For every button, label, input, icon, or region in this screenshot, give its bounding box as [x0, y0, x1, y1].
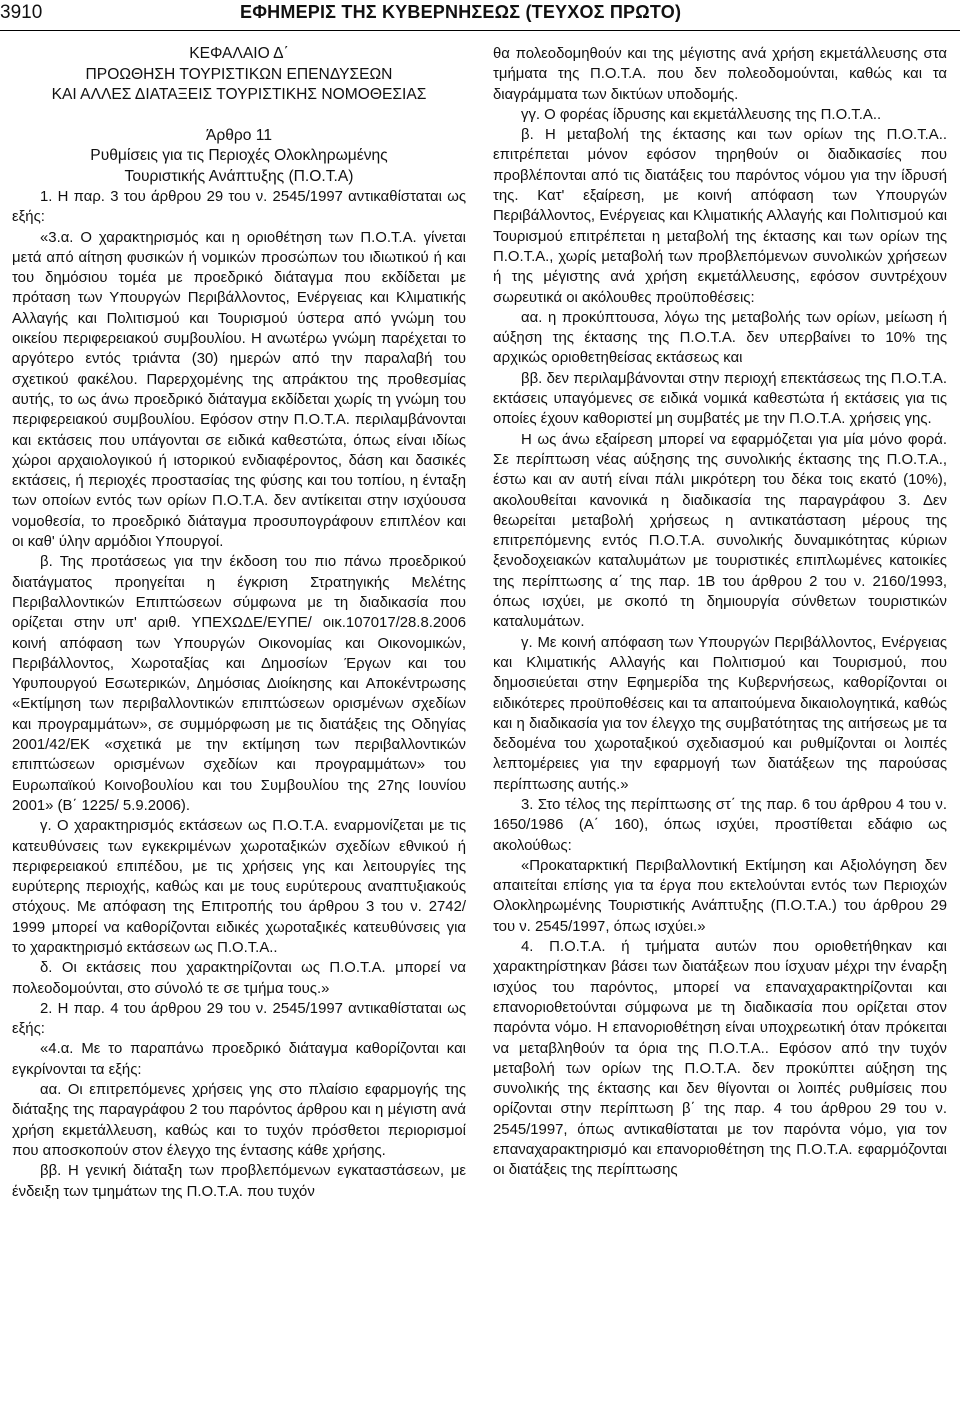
paragraph: ββ. δεν περιλαμβάνονται στην περιοχή επεκτάσεως της Π.Ο.Τ.Α. εκτάσεις υπαγόμενες σε ειδικά νομικά καθεστώτα ή εκτάσεις για τις οποίες έχουν καθοριστεί μη συμβατές με την Π.Ο.Τ.Α. χρήσεις γης. [493, 370, 947, 428]
paragraph: β. Της προτάσεως για την έκδοση του πιο πάνω προεδρικού διατάγματος προηγείται η έγκριση Στρατηγικής Μελέτης Περιβαλλοντικών Επιπτώσεων σύμφωνα με τη διαδικασία που ορίζεται στην υπ' αριθ. ΥΠΕΧΩΔΕ/ΕΥΠΕ/ οικ.107017/28.8.2006 κοινή απόφαση των Υπουργών Οικονομίας και Οικονομικών, Περιβάλλοντος, Χωροταξίας και Δημοσίων Έργων και του Υφυπουργού Εσωτερικών, Δημόσιας Διοίκησης και Αποκέντρωσης «Εκτίμηση των περιβαλλοντικών επιπτώσεων ορισμένων σχεδίων και προγραμμάτων», σε συμμόρφωση με τις διατάξεις της Οδηγίας 2001/42/ΕΚ «σχετικά με την εκτίμηση των περιβαλλοντικών επιπτώσεων ορισμένων σχεδίων και προγραμμάτων» του Ευρωπαϊκού Κοινοβουλίου και του Συμβουλίου της 27ης Ιουνίου 2001» (Β΄ 1225/ 5.9.2006). [12, 554, 466, 814]
paragraph: 2. Η παρ. 4 του άρθρου 29 του ν. 2545/1997 αντικαθίσταται ως εξής: [12, 1000, 466, 1038]
paragraph: αα. Οι επιτρεπόμενες χρήσεις γης στο πλαίσιο εφαρμογής της διάταξης της παραγράφου 2 του παρόντος άρθρου και η μέγιστη ανά χρήση εκμετάλλευση, καθώς και το τυχόν πρόσθετοι περιορισμοί που αποσκοπούν στον έλεγχο της έντασης κάθε χρήσης. [12, 1082, 466, 1159]
paragraph: γ. Με κοινή απόφαση των Υπουργών Περιβάλλοντος, Ενέργειας και Κλιματικής Αλλαγής και Πολιτισμού και Τουρισμού, που δημοσιεύεται στην Εφημερίδα της Κυβερνήσεως, καθορίζονται οι ειδικότερες προϋποθέσεις και τα απαιτούμενα δικαιολογητικά, καθώς και η διαδικασία για τον έλεγχο της συμβατότητας της αιτήσεως με τα δεδομένα του χωροταξικού σχεδιασμού και ρυθμίζονται οι λοιπές λεπτομέρειες για την εφαρμογή των διατάξεων της παρούσας περίπτωσης αυτής.» [493, 634, 947, 793]
paragraph: β. Η μεταβολή της έκτασης και των ορίων της Π.Ο.Τ.Α.. επιτρέπεται μόνον εφόσον τηρηθούν οι διαδικασίες που προβλέπονται από τις διατάξεις του παρόντος νόμου για την ίδρυσή της. Κατ' εξαίρεση, με κοινή απόφαση των Υπουργών Περιβάλλοντος, Ενέργειας και Κλιματικής Αλλαγής και Πολιτισμού και Τουρισμού επιτρέπεται η μεταβολή της έκτασης και των ορίων της Π.Ο.Τ.Α., χωρίς μεταβολή των προβλεπόμενων συνολικών χρήσεων ή της μέγιστης ανά χρήση εκμετάλλευσης, εφόσον συντρέχουν σωρευτικά οι ακόλουθες προϋποθέσεις: [493, 127, 947, 306]
gazette-title: ΕΦΗΜΕΡΙΣ ΤΗΣ ΚΥΒΕΡΝΗΣΕΩΣ (ΤΕΥΧΟΣ ΠΡΩΤΟ) [240, 2, 682, 22]
article-number: Άρθρο 11 [205, 126, 272, 144]
page-header [0, 0, 960, 30]
chapter-subtitle-line-2: ΚΑΙ ΑΛΛΕΣ ΔΙΑΤΑΞΕΙΣ ΤΟΥΡΙΣΤΙΚΗΣ ΝΟΜΟΘΕΣΙΑΣ [51, 86, 427, 103]
heading-spacer [12, 106, 466, 126]
paragraph: αα. η προκύπτουσα, λόγω της μεταβολής των ορίων, μείωση ή αύξηση της έκτασης της Π.Ο.Τ.Α. δεν υπερβαίνει το 10% της αρχικώς οριοθετηθείσας εκτάσεως και [493, 309, 947, 367]
chapter-subtitle-line-1: ΠΡΟΩΘΗΣΗ ΤΟΥΡΙΣΤΙΚΩΝ ΕΠΕΝΔΥΣΕΩΝ [85, 65, 393, 83]
paragraph: 1. Η παρ. 3 του άρθρου 29 του ν. 2545/1997 αντικαθίσταται ως εξής: [12, 189, 466, 226]
paragraph: ββ. Η γενική διάταξη των προβλεπόμενων εγκαταστάσεων, με ένδειξη των τμημάτων της Π.Ο.Τ.Α. που τυχόν [12, 1163, 466, 1200]
paragraph: «Προκαταρκτική Περιβαλλοντική Εκτίμηση και Αξιολόγηση δεν απαιτείται επίσης για τα έργα που εκτελούνται εντός των Περιοχών Ολοκληρωμένης Τουριστικής Ανάπτυξης (Π.Ο.Τ.Α.) του άρθρου 29 του ν. 2545/1997, όπως ισχύει.» [493, 857, 947, 935]
chapter-title: ΚΕΦΑΛΑΙΟ Δ΄ [189, 45, 289, 62]
paragraph: 3. Στο τέλος της περίπτωσης στ΄ της παρ. 6 του άρθρου 4 του ν. 1650/1986 (Α΄ 160), όπως ισχύει, προστίθεται εδάφιο ως ακολούθως: [493, 796, 947, 854]
paragraph: 4. Π.Ο.Τ.Α. ή τμήματα αυτών που οριοθετήθηκαν και χαρακτηρίστηκαν βάσει των διατάξεων που ίσχυαν μέχρι την έναρξη ισχύος του παρόντος, μπορεί να επαναχαρακτηρίζονται και επανοριοθετούνται σύμφωνα με τη διαδικασία που ορίζεται στον παρόντα νόμο. Η επανοριοθέτηση είναι υποχρεωτική όταν πρόκειται να μεταβληθούν τα όρια της Π.Ο.Τ.Α.. Εφόσον από την τυχόν μεταβολή των ορίων της Π.Ο.Τ.Α. δεν προκύπτει αύξηση της συνολικής της έκτασης και δεν θίγονται οι λοιπές ρυθμίσεις που ορίζονται στην περίπτωση β΄ της παρ. 4 του άρθρου 29 του ν. 2545/1997, όπως αντικαθίσταται με τον παρόντα νόμο, για τον επαναχαρακτηρισμό και επανοριοθέτηση της Π.Ο.Τ.Α. εφαρμόζονται οι διατάξεις της περίπτωσης [493, 939, 947, 1179]
header-divider [0, 30, 960, 31]
right-column [493, 44, 947, 1419]
article-title-line-1: Ρυθμίσεις για τις Περιοχές Ολοκληρωμένης [90, 147, 388, 164]
paragraph: Η ως άνω εξαίρεση μπορεί να εφαρμόζεται για μία μόνο φορά. Σε περίπτωση νέας αύξησης της συνολικής έκτασης της Π.Ο.Τ.Α., έστω και αν αυτή είναι πάλι μικρότερη του δέκα τοις εκατό (10%), ακολουθείται κανονικά η διαδικασία της παραγράφου 3. Δεν θεωρείται μεταβολή χρήσεως η αντικατάσταση μέρους της επιτρεπόμενης εντός Π.Ο.Τ.Α. συνολικής δυναμικότητας κύριων ξενοδοχειακών καταλυμάτων με τουριστικές επιπλωμένες κατοικίες της περίπτωσης α΄ της παρ. 1Β του άρθρου 2 του ν. 2160/1993, όπως ισχύει, με σκοπό τη δημιουργία σύνθετων τουριστικών καταλυμάτων. [493, 431, 947, 631]
paragraph: «4.α. Με το παραπάνω προεδρικό διάταγμα καθορίζονται και εγκρίνονται τα εξής: [12, 1041, 466, 1078]
article-title-line-2: Τουριστικής Ανάπτυξης (Π.Ο.Τ.Α) [124, 167, 354, 185]
page-number: 3910 [0, 2, 43, 23]
paragraph: γγ. Ο φορέας ίδρυσης και εκμετάλλευσης της Π.Ο.Τ.Α.. [521, 106, 882, 123]
paragraph: δ. Οι εκτάσεις που χαρακτηρίζονται ως Π.Ο.Τ.Α. μπορεί να πολεοδομούνται, στο σύνολό τε σε τμήμα τους.» [12, 960, 466, 997]
paragraph-continued: θα πολεοδομηθούν και της μέγιστης ανά χρήση εκμετάλλευσης στα τμήματα της Π.Ο.Τ.Α. που δεν πολεοδομούνται, καθώς και τα διαγράμματα των δικτύων υποδομής. [493, 46, 947, 103]
paragraph: «3.α. Ο χαρακτηρισμός και η οριοθέτηση των Π.Ο.Τ.Α. γίνεται μετά από αίτηση φυσικών ή νομικών προσώπων του ιδιωτικού ή και του δημόσιου τομέα με προεδρικό διάταγμα που εκδίδεται με πρόταση των Υπουργών Περιβάλλοντος, Ενέργειας και Κλιματικής Αλλαγής και Πολιτισμού και Τουρισμού ύστερα από γνώμη του οικείου περιφερειακού συμβουλίου. Η ανωτέρω γνώμη παρέχεται το αργότερο εντός τριάντα (30) ημερών από την παραλαβή του σχετικού φακέλου. Παρερχομένης της απράκτου της προθεσμίας αυτής, το ως άνω προεδρικό διάταγμα εκδίδεται χωρίς τη γνώμη του περιφερειακού συμβουλίου. Εφόσον στην Π.Ο.Τ.Α. περιλαμβάνονται και εκτάσεις που υπάγονται σε ειδικά καθεστώτα, όπως είναι ιδίως χώροι αρχαιολογικού ή ιστορικού ενδιαφέροντος, δάση και δασικές εκτάσεις, ή περιοχές προστασίας της φύσης και του τοπίου, η ένταξη των οποίων εντός των ορίων Π.Ο.Τ.Α. δεν αντίκειται στην ισχύουσα νομοθεσία, το προεδρικό διάταγμα προσυπογράφουν επιπλέον και οι καθ' ύλην αρμόδιοι Υπουργοί. [12, 229, 466, 551]
left-column [12, 44, 466, 1419]
paragraph: γ. Ο χαρακτηρισμός εκτάσεων ως Π.Ο.Τ.Α. εναρμονίζεται με τις κατευθύνσεις των εγκεκριμένων χωροταξικών σχεδίων εθνικού ή περιφερειακού επιπέδου, με τις χρήσεις γης και λειτουργίες της ευρύτερης περιοχής, καθώς και με τους ευρύτερους αναπτυξιακούς στόχους. Με απόφαση της Επιτροπής του άρθρου 3 του ν. 2742/ 1999 μπορεί να καθορίζονται ειδικές χωροταξικές κατευθύνσεις για το χαρακτηρισμό εκτάσεων ως Π.Ο.Τ.Α.. [12, 818, 466, 956]
